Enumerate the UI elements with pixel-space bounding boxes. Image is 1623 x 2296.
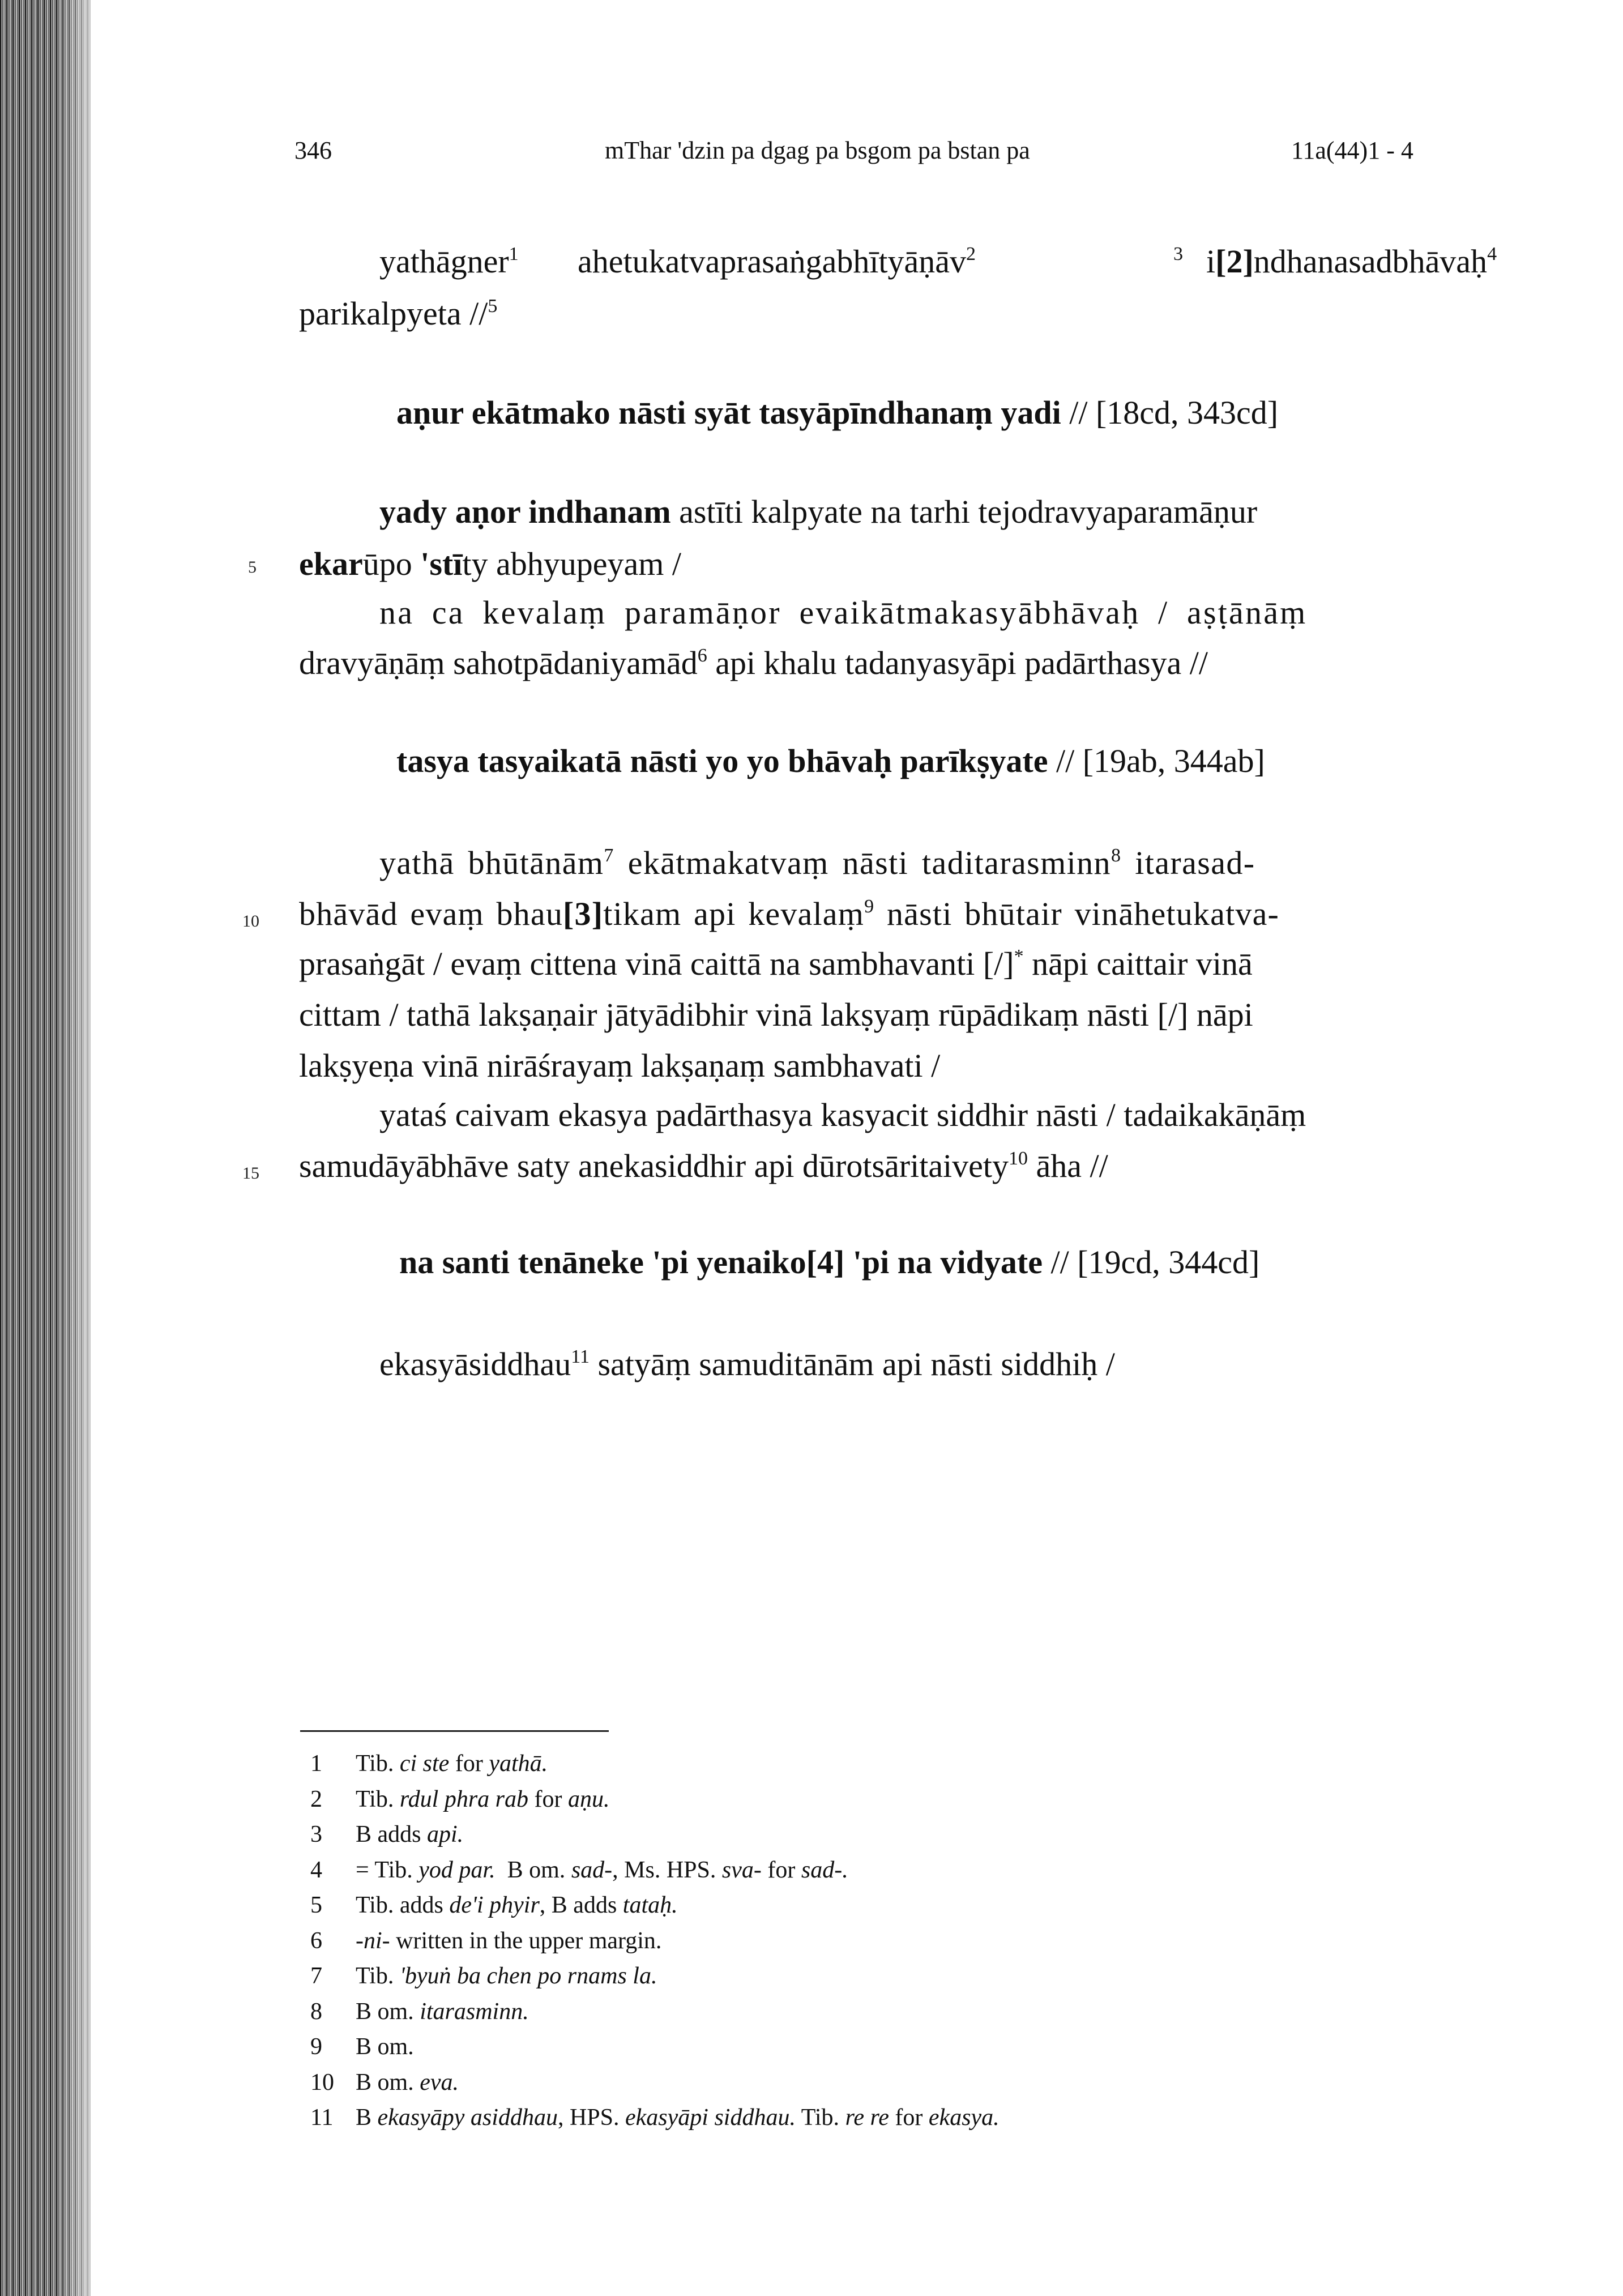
verse-19ab: tasya tasyaikatā nāsti yo yo bhāvaḥ parīkṣyate // [19ab, 344ab]: [396, 742, 1265, 779]
footnote-italic: rdul phra rab: [399, 1786, 529, 1812]
footnote-italic: sva-: [721, 1857, 762, 1883]
text-line-1c: 3: [1173, 244, 1183, 264]
footnote-plain: Tib.: [356, 1963, 400, 1989]
footnote-6: [310, 1927, 1443, 1963]
footnote-italic: ekasyāpi siddhau.: [625, 2105, 796, 2131]
footnote-italic: yod par.: [418, 1857, 496, 1883]
footnote-plain: Tib.: [356, 1786, 400, 1812]
text-line-13: samudāyābhāve saty anekasiddhir api dūrotsāritaivety$^{10}$ āha //: [299, 1147, 1108, 1184]
text-line-3: yady aṇor indhanam astīti kalpyate na tarhi tejodravyaparamāṇur: [379, 493, 1258, 530]
footnote-italic: re re: [845, 2105, 889, 2131]
footnote-plain: , B adds: [539, 1892, 623, 1918]
footnote-italic: tataḥ.: [622, 1892, 678, 1918]
text-line-2: parikalpyeta //$^5$: [299, 295, 498, 332]
footnote-italic: -ni-: [356, 1927, 390, 1954]
footnote-number: 9: [310, 2034, 322, 2060]
footnote-plain: = Tib.: [356, 1857, 419, 1883]
footnote-italic: 'byuṅ ba chen po rnams la.: [399, 1963, 657, 1989]
footnote-text: [356, 2033, 414, 2060]
footnote-number: 11: [310, 2105, 334, 2131]
footnote-rule: [300, 1730, 609, 1732]
footnote-text: [356, 1786, 610, 1813]
text-line-14: ekasyāsiddhau$^{11}$ satyāṃ samuditānām api nāsti siddhiḥ /: [379, 1346, 1115, 1382]
footnote-text: [356, 2104, 1000, 2131]
footnote-plain: B: [356, 2105, 378, 2131]
line-number-10: 10: [242, 912, 259, 931]
footnote-italic: sad-: [571, 1857, 613, 1883]
footnote-italic: eva.: [420, 2069, 459, 2096]
text-line-11: lakṣyeṇa vinā nirāśrayaṃ lakṣaṇaṃ sambhavati /: [299, 1047, 941, 1084]
footnote-italic: sad-.: [801, 1857, 848, 1883]
footnote-text: [356, 1998, 529, 2025]
footnote-1: [310, 1750, 1443, 1786]
verse-19cd: na santi tenāneke 'pi yenaiko[4] 'pi na vidyate // [19cd, 344cd]: [399, 1244, 1260, 1281]
text-line-4: ekarūpo 'stīty abhyupeyam /: [299, 545, 681, 582]
footnote-text: [356, 2069, 459, 2096]
footnote-plain: written in the upper margin.: [390, 1927, 662, 1954]
footnote-plain: B om.: [356, 1998, 420, 2025]
footnote-number: 10: [310, 2069, 334, 2096]
footnote-number: 5: [310, 1892, 322, 1918]
footnote-plain: B adds: [356, 1821, 427, 1847]
text-line-10: cittam / tathā lakṣaṇair jātyādibhir vinā lakṣyaṃ rūpādikaṃ nāsti [/] nāpi: [299, 996, 1253, 1033]
footnote-text: [356, 1821, 463, 1848]
text-line-12: yataś caivam ekasya padārthasya kasyacit siddhir nāsti / tadaikakāṇāṃ: [379, 1096, 1306, 1133]
page-number: 346: [294, 136, 332, 164]
footnote-plain: Tib.: [795, 2105, 845, 2131]
footnote-text: [356, 1892, 678, 1919]
footnote-italic: ekasya.: [928, 2105, 1000, 2131]
footnote-11: [310, 2104, 1443, 2140]
footnote-9: [310, 2033, 1443, 2069]
footnote-italic: ekasyāpy asiddhau: [377, 2105, 558, 2131]
footnote-plain: B om.: [356, 2069, 420, 2096]
folio-reference: 11a(44)1 - 4: [1291, 136, 1413, 164]
footnote-4: [310, 1857, 1443, 1892]
footnote-10: [310, 2069, 1443, 2105]
footnote-3: [310, 1821, 1443, 1857]
footnote-plain: Tib.: [356, 1751, 400, 1777]
footnote-plain: for: [761, 1857, 801, 1883]
footnote-plain: , Ms. HPS.: [612, 1857, 722, 1883]
footnote-italic: de'i phyir: [449, 1892, 540, 1918]
footnote-plain: for: [889, 2105, 929, 2131]
line-number-15: 15: [242, 1164, 259, 1183]
text-line-1b: ahetukatvaprasaṅgabhītyāṇāv$^2$: [578, 243, 976, 280]
text-line-6: dravyāṇāṃ sahotpādaniyamād$^6$ api khalu tadanyasyāpi padārthasya //: [299, 645, 1208, 681]
footnote-8: [310, 1998, 1443, 2034]
text-line-7: yathā bhūtānām$^7$ ekātmakatvaṃ nāsti taditarasminn$^8$ itarasad-: [379, 844, 1255, 881]
text-line-8: bhāvād evaṃ bhau[3]tikam api kevalaṃ$^9$ nāsti bhūtair vināhetukatva-: [299, 895, 1280, 932]
verse-18cd: aṇur ekātmako nāsti syāt tasyāpīndhanaṃ yadi // [18cd, 343cd]: [396, 394, 1279, 431]
footnote-text: [356, 1750, 548, 1777]
footnote-number: 1: [310, 1751, 322, 1777]
footnote-number: 4: [310, 1857, 322, 1883]
footnote-number: 6: [310, 1927, 322, 1954]
text-line-9: prasaṅgāt / evaṃ cittena vinā caittā na sambhavanti [/]* nāpi caittair vinā: [299, 945, 1253, 982]
footnote-italic: aṇu.: [568, 1786, 610, 1812]
footnote-number: 2: [310, 1786, 322, 1812]
footnote-plain: B om.: [495, 1857, 571, 1883]
footnote-plain: , HPS.: [557, 2105, 626, 2131]
spine-shadow: [57, 0, 108, 2296]
text-line-1d: i[2]ndhanasadbhāvaḥ$^4$: [1206, 243, 1497, 280]
footnote-number: 7: [310, 1963, 322, 1989]
footnote-number: 3: [310, 1821, 322, 1847]
footnote-plain: for: [449, 1751, 489, 1777]
text-line-1a: yathāgner$^1$: [379, 243, 519, 280]
footnote-italic: ci ste: [399, 1751, 450, 1777]
footnote-italic: itarasminn.: [420, 1998, 529, 2025]
footnote-2: [310, 1786, 1443, 1821]
text-line-5: na ca kevalaṃ paramāṇor evaikātmakasyābhāvaḥ / aṣṭānāṃ: [379, 594, 1308, 631]
footnote-7: [310, 1962, 1443, 1998]
footnote-italic: api.: [427, 1821, 464, 1847]
footnote-plain: for: [528, 1786, 568, 1812]
footnote-5: [310, 1892, 1443, 1927]
footnote-number: 8: [310, 1998, 322, 2025]
footnote-text: [356, 1927, 661, 1954]
footnote-italic: yathā.: [489, 1751, 548, 1777]
line-number-5: 5: [248, 558, 257, 577]
footnote-plain: B om.: [356, 2034, 414, 2060]
footnote-plain: Tib. adds: [356, 1892, 450, 1918]
running-title: mThar 'dzin pa dgag pa bsgom pa bstan pa: [605, 136, 1030, 164]
footnote-text: [356, 1962, 657, 1990]
footnote-text: [356, 1857, 848, 1884]
